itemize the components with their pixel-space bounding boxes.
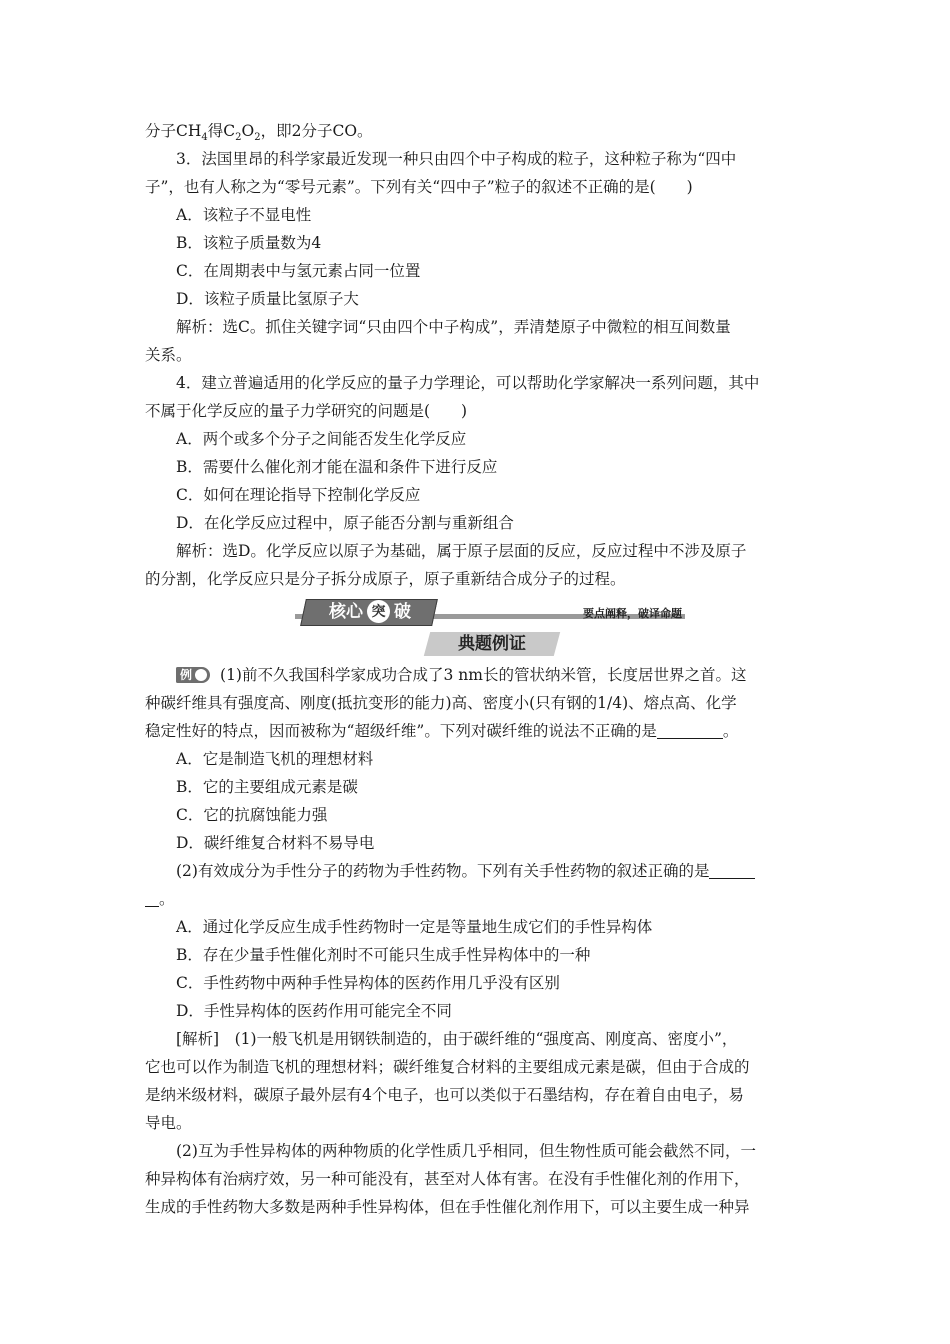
intro-text: ，即2分子CO。 [260,122,373,140]
question-3-analysis-cont: 关系。 [145,346,192,364]
example-2-option-c: C．手性药物中两种手性异构体的医药作用几乎没有区别 [176,974,560,992]
example-text: (2)有效成分为手性分子的药物为手性药物。下列有关手性药物的叙述正确的是 [176,862,710,880]
subscript: 4 [201,132,208,144]
example-part-1-cont: 种碳纤维具有强度高、刚度(抵抗变形的能力)高、密度小(只有钢的1/4)、熔点高、化学 [145,694,737,712]
intro-text: 得C [207,122,236,140]
question-3-option-d: D．该粒子质量比氢原子大 [176,290,359,308]
intro-text: O [241,122,255,140]
question-3-stem: 3．法国里昂的科学家最近发现一种只由四个中子构成的粒子，这种粒子称为“四中 [176,150,737,168]
banner-title-badge: 突 [367,600,390,623]
example-text: 。 [722,722,739,740]
question-4-analysis: 解析：选D。化学反应以原子为基础，属于原子层面的反应，反应过程中不涉及原子 [176,542,747,560]
question-4-stem-cont: 不属于化学反应的量子力学研究的问题是( ) [145,402,468,420]
example-part-1-cont [145,717,810,745]
question-4-option-b: B．需要什么催化剂才能在温和条件下进行反应 [176,458,498,476]
question-3-option-a: A．该粒子不显电性 [176,206,312,224]
answer-blank [145,890,159,907]
banner-title [313,598,427,625]
question-4-stem: 4．建立普遍适用的化学反应的量子力学理论，可以帮助化学家解决一系列问题，其中 [176,374,760,392]
question-3-analysis: 解析：选C。抓住关键字词“只由四个中子构成”，弄清楚原子中微粒的相互间数量 [176,318,731,336]
question-4-option-a: A．两个或多个分子之间能否发生化学反应 [176,430,467,448]
example-text: 。 [159,890,175,908]
answer-blank [709,862,755,879]
solution-part-2: (2)互为手性异构体的两种物质的化学性质几乎相同，但生物性质可能会截然不同，一 [176,1142,756,1160]
document-page [145,117,810,1221]
solution-part-1: [解析] (1)一般飞机是用钢铁制造的，由于碳纤维的“强度高、刚度高、密度小”， [176,1030,738,1048]
example-part-2-cont [145,885,810,913]
solution-part-1-cont: 它也可以作为制造飞机的理想材料；碳纤维复合材料的主要组成元素是碳，但由于合成的 [145,1058,750,1076]
section-title-banner [145,629,810,659]
question-4-analysis-cont: 的分割，化学反应只是分子拆分成原子，原子重新结合成分子的过程。 [145,570,626,588]
solution-part-1-cont: 导电。 [145,1114,192,1132]
solution-part-2-cont: 生成的手性药物大多数是两种手性异构体，但在手性催化剂作用下，可以主要生成一种异 [145,1198,750,1216]
answer-blank [657,722,723,739]
core-breakthrough-banner [145,597,810,627]
banner-title-text: 破 [394,601,411,622]
example-part-2 [145,857,810,885]
question-3-option-b: B．该粒子质量数为4 [176,234,322,252]
example-part-1 [145,661,810,689]
banner-title-text: 核心 [329,601,363,622]
example-1-option-b: B．它的主要组成元素是碳 [176,778,358,796]
example-2-option-b: B．存在少量手性催化剂时不可能只生成手性异构体中的一种 [176,946,591,964]
example-text: 稳定性好的特点，因而被称为“超级纤维”。下列对碳纤维的说法不正确的是 [145,722,657,740]
solution-part-2-cont: 种异构体有治病疗效，另一种可能没有，甚至对人体有害。在没有手性催化剂的作用下， [145,1170,750,1188]
intro-line [145,117,810,145]
example-text: (1)前不久我国科学家成功合成了3 nm长的管状纳米管，长度居世界之首。这 [220,666,747,684]
example-2-option-a: A．通过化学反应生成手性药物时一定是等量地生成它们的手性异构体 [176,918,653,936]
subscript: 2 [235,132,242,144]
example-2-option-d: D．手性异构体的医药作用可能完全不同 [176,1002,452,1020]
question-3-option-c: C．在周期表中与氢元素占同一位置 [176,262,421,280]
example-1-option-c: C．它的抗腐蚀能力强 [176,806,328,824]
solution-part-1-cont: 是纳米级材料，碳原子最外层有4个电子，也可以类似于石墨结构，存在着自由电子，易 [145,1086,744,1104]
question-4-option-d: D．在化学反应过程中，原子能否分割与重新组合 [176,514,514,532]
question-4-option-c: C．如何在理论指导下控制化学反应 [176,486,421,504]
banner-subtitle: 要点阐释，破译命题 [583,607,682,620]
example-1-option-d: D．碳纤维复合材料不易导电 [176,834,375,852]
subscript: 2 [254,132,261,144]
example-1-option-a: A．它是制造飞机的理想材料 [176,750,374,768]
intro-text: 分子CH [145,122,202,140]
section-title: 典题例证 [458,634,526,654]
example-tag: 例 [176,667,210,683]
question-3-stem-cont: 子”，也有人称之为“零号元素”。下列有关“四中子”粒子的叙述不正确的是( ) [145,178,693,196]
